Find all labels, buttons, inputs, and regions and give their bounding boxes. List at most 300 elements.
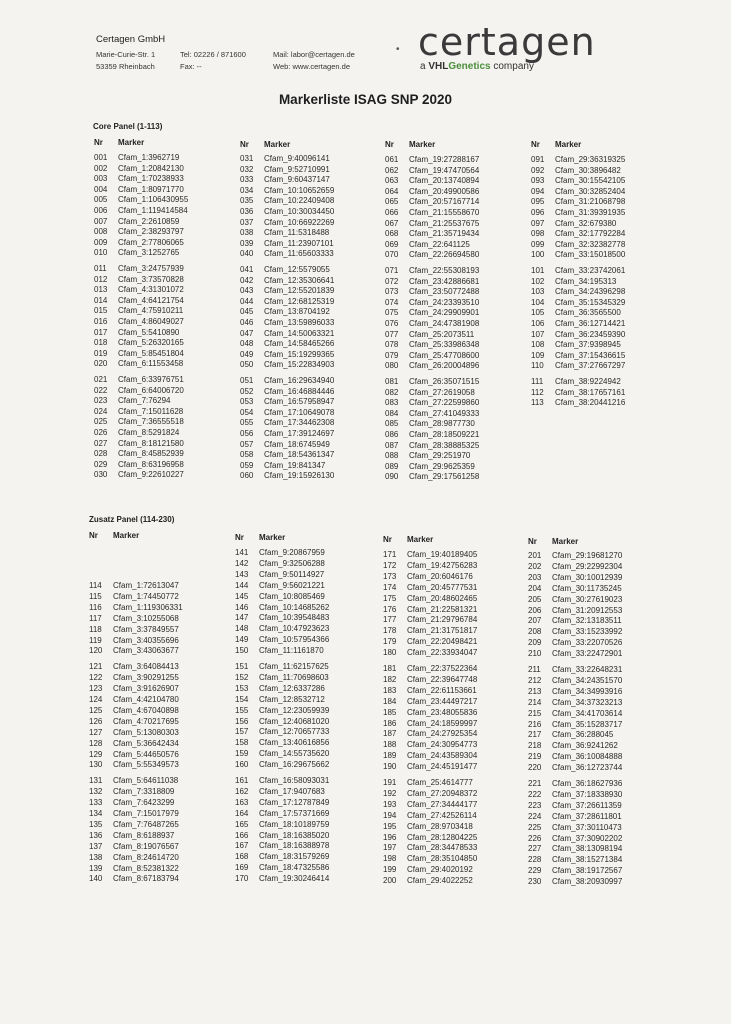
marker-nr: 066 [385,208,399,217]
marker-id: Cfam_17:57371669 [259,808,330,818]
marker-id: Cfam_22:26694580 [409,250,480,260]
marker-id: Cfam_27:41049333 [409,408,480,418]
marker-id: Cfam_28:9703418 [407,821,473,831]
marker-nr: 200 [383,876,397,886]
marker-nr: 109 [531,350,545,360]
marker-nr: 025 [94,417,108,427]
page-title: Markerliste ISAG SNP 2020 [278,92,453,107]
marker-id: Cfam_36:23459390 [555,329,626,339]
marker-nr: 105 [531,308,545,318]
marker-id: Cfam_37:15436615 [555,350,626,360]
marker-id: Cfam_31:20912553 [552,605,623,615]
marker-id: Cfam_1:74450772 [113,591,179,601]
marker-nr: 102 [531,276,545,286]
marker-id: Cfam_9:22610227 [118,470,184,480]
marker-id: Cfam_23:44497217 [407,696,478,706]
marker-id: Cfam_1:3962719 [118,153,180,162]
marker-id: Cfam_9:56021221 [259,580,325,590]
marker-nr: 115 [89,591,102,601]
marker-id: Cfam_34:24396298 [555,287,626,297]
marker-id: Cfam_8:67183794 [113,874,179,884]
marker-id: Cfam_21:31751817 [407,626,478,636]
marker-nr: 126 [89,716,103,726]
marker-id: Cfam_5:36642434 [113,738,179,748]
marker-nr: 008 [94,227,108,237]
marker-id: Cfam_36:3565500 [555,308,621,318]
marker-nr: 208 [528,627,542,637]
marker-id: Cfam_10:39548483 [259,613,330,623]
marker-id: Cfam_33:22472901 [552,649,623,659]
marker-id: Cfam_30:27619023 [552,594,623,604]
marker-nr: 013 [94,285,108,295]
marker-nr: 157 [235,727,249,737]
marker-nr: 172 [383,560,397,570]
marker-nr: 051 [240,376,254,385]
marker-nr: 121 [89,662,103,672]
marker-id: Cfam_15:19299365 [264,349,335,359]
marker-id: Cfam_33:22648231 [552,665,623,674]
column-header-nr: Nr [383,535,392,544]
marker-id: Cfam_12:35306641 [264,275,335,285]
marker-id: Cfam_12:8532712 [259,694,325,704]
marker-nr: 188 [383,740,397,750]
marker-id: Cfam_1:72613047 [113,581,179,590]
marker-nr: 001 [94,153,108,162]
marker-id: Cfam_5:5410890 [118,327,180,337]
column-header-marker: Marker [409,140,436,149]
column-header-marker: Marker [407,535,434,544]
marker-nr: 004 [94,184,108,194]
marker-nr: 076 [385,319,399,328]
marker-id: Cfam_28:38885325 [409,440,480,450]
marker-id: Cfam_17:39124697 [264,429,335,438]
marker-id: Cfam_20:49900586 [409,186,480,196]
marker-id: Cfam_7:15017979 [113,809,179,818]
marker-id: Cfam_12:68125319 [264,296,335,306]
marker-id: Cfam_19:30246414 [259,874,330,884]
marker-nr: 173 [383,571,397,581]
marker-nr: 018 [94,338,108,348]
marker-nr: 096 [531,208,545,217]
marker-nr: 003 [94,174,108,184]
marker-id: Cfam_22:33934047 [407,648,478,658]
marker-id: Cfam_17:12787849 [259,797,330,807]
marker-id: Cfam_18:16385020 [259,830,330,840]
marker-id: Cfam_23:42886681 [409,276,480,286]
company-web: Web: www.certagen.de [273,62,350,71]
marker-nr: 099 [531,239,545,249]
marker-nr: 020 [94,359,108,369]
marker-nr: 063 [385,176,399,186]
logo-dot-icon: • [396,44,400,55]
marker-id: Cfam_30:32852404 [555,186,626,196]
marker-nr: 067 [385,218,399,228]
marker-nr: 192 [383,788,397,798]
marker-id: Cfam_8:45852939 [118,449,184,459]
marker-nr: 094 [531,186,545,196]
marker-nr: 086 [385,430,399,439]
marker-id: Cfam_12:55201839 [264,286,335,296]
marker-id: Cfam_8:24614720 [113,852,179,862]
marker-nr: 093 [531,176,545,186]
marker-nr: 218 [528,741,542,751]
marker-nr: 042 [240,275,254,285]
marker-id: Cfam_22:39647748 [407,674,478,684]
marker-nr: 016 [94,317,108,326]
marker-id: Cfam_38:15271384 [552,855,623,865]
column-header-nr: Nr [94,138,103,147]
marker-nr: 195 [383,821,397,831]
marker-id: Cfam_23:48055836 [407,707,478,717]
marker-nr: 225 [528,822,542,832]
marker-id: Cfam_6:11553458 [118,359,184,369]
marker-nr: 142 [235,558,249,568]
marker-id: Cfam_8:52381322 [113,863,179,873]
marker-nr: 226 [528,833,542,843]
marker-nr: 204 [528,583,542,593]
marker-id: Cfam_11:23907101 [264,238,334,248]
marker-id: Cfam_3:90291255 [113,673,179,683]
marker-id: Cfam_9:20867959 [259,548,325,557]
marker-nr: 182 [383,674,397,684]
marker-nr: 036 [240,207,254,216]
marker-id: Cfam_16:29675662 [259,760,330,770]
marker-id: Cfam_5:64611038 [113,776,179,786]
marker-id: Cfam_9:52710991 [264,164,330,174]
marker-nr: 044 [240,296,254,306]
company-fax: Fax: -- [180,62,202,71]
marker-id: Cfam_38:17657161 [555,387,626,397]
marker-id: Cfam_29:36319325 [555,155,626,164]
marker-nr: 148 [235,624,249,634]
marker-id: Cfam_16:58093031 [259,776,330,785]
marker-nr: 230 [528,877,542,887]
marker-id: Cfam_25:33986348 [409,340,480,350]
marker-nr: 161 [235,776,249,785]
marker-id: Cfam_20:48602465 [407,593,478,603]
marker-nr: 030 [94,470,108,480]
marker-nr: 169 [235,863,249,873]
marker-id: Cfam_14:50063321 [264,328,335,338]
marker-id: Cfam_27:34444177 [407,799,478,809]
marker-nr: 077 [385,329,399,339]
marker-id: Cfam_21:25537675 [409,218,480,228]
marker-nr: 174 [383,582,397,592]
marker-id: Cfam_4:42104780 [113,695,179,704]
marker-id: Cfam_20:13740894 [409,176,480,186]
marker-nr: 120 [89,646,103,656]
marker-nr: 046 [240,318,254,327]
marker-nr: 032 [240,164,254,174]
marker-nr: 168 [235,852,249,862]
marker-id: Cfam_37:30110473 [552,822,622,832]
company-address-1: Marie-Curie-Str. 1 [96,50,156,59]
marker-id: Cfam_3:91626907 [113,684,179,694]
marker-nr: 209 [528,638,542,648]
marker-id: Cfam_14:55735620 [259,749,330,759]
marker-id: Cfam_38:20930997 [552,877,623,887]
marker-id: Cfam_10:22409408 [264,196,335,206]
marker-nr: 024 [94,406,108,416]
marker-id: Cfam_37:27667297 [555,361,626,371]
marker-nr: 191 [383,778,397,787]
marker-id: Cfam_32:32382778 [555,239,626,249]
marker-nr: 124 [89,695,103,704]
marker-nr: 140 [89,874,103,884]
marker-nr: 133 [89,798,103,808]
marker-nr: 061 [385,155,399,164]
marker-id: Cfam_24:47381908 [409,319,480,328]
marker-id: Cfam_17:34462308 [264,418,335,428]
marker-nr: 054 [240,407,254,417]
marker-nr: 108 [531,340,545,350]
marker-nr: 088 [385,451,399,461]
marker-nr: 185 [383,707,397,717]
marker-nr: 199 [383,865,397,875]
marker-id: Cfam_32:13183511 [552,616,622,626]
marker-id: Cfam_24:18599997 [407,718,478,728]
marker-nr: 198 [383,854,397,864]
marker-nr: 149 [235,635,249,645]
marker-nr: 170 [235,874,249,884]
marker-id: Cfam_29:4022252 [407,876,473,886]
marker-nr: 136 [89,830,103,840]
marker-nr: 065 [385,197,399,207]
marker-id: Cfam_4:64121754 [118,295,184,305]
marker-nr: 045 [240,307,254,317]
marker-id: Cfam_21:15558670 [409,208,480,217]
marker-nr: 038 [240,228,254,238]
marker-id: Cfam_5:85451804 [118,348,184,358]
marker-nr: 113 [531,398,544,408]
marker-id: Cfam_5:13080303 [113,727,179,737]
marker-nr: 064 [385,186,399,196]
marker-nr: 085 [385,419,399,429]
marker-nr: 130 [89,760,103,770]
marker-nr: 220 [528,763,542,773]
marker-nr: 031 [240,154,254,163]
marker-id: Cfam_5:26320165 [118,338,184,348]
marker-nr: 152 [235,672,249,682]
marker-id: Cfam_14:58465266 [264,339,335,349]
marker-nr: 210 [528,649,542,659]
marker-nr: 091 [531,155,545,164]
marker-id: Cfam_20:57167714 [409,197,480,207]
column-header-marker: Marker [555,140,582,149]
marker-id: Cfam_29:17561258 [409,472,480,482]
marker-nr: 090 [385,472,399,482]
marker-nr: 022 [94,385,108,395]
marker-id: Cfam_35:15283717 [552,719,623,729]
marker-id: Cfam_24:45191477 [407,762,478,772]
marker-nr: 068 [385,229,399,239]
marker-id: Cfam_22:20498421 [407,637,478,647]
marker-id: Cfam_9:60437147 [264,175,330,185]
marker-id: Cfam_11:62157625 [259,662,329,671]
marker-nr: 228 [528,855,542,865]
marker-nr: 146 [235,602,249,612]
marker-id: Cfam_10:47923623 [259,624,330,634]
marker-nr: 215 [528,708,542,718]
marker-id: Cfam_18:31579269 [259,852,330,862]
marker-id: Cfam_38:9224942 [555,377,621,386]
marker-id: Cfam_7:6423299 [113,798,175,808]
core-panel-title: Core Panel (1-113) [93,122,163,131]
marker-id: Cfam_27:2619058 [409,387,475,397]
marker-nr: 010 [94,248,108,258]
marker-id: Cfam_1:119306331 [113,602,183,612]
marker-nr: 128 [89,738,103,748]
marker-id: Cfam_28:34478533 [407,843,478,853]
marker-id: Cfam_3:73570828 [118,274,184,284]
marker-nr: 089 [385,461,399,471]
marker-id: Cfam_1:119414584 [118,206,188,215]
marker-id: Cfam_18:6745949 [264,439,330,449]
marker-id: Cfam_18:54361347 [264,450,335,460]
marker-nr: 181 [383,664,397,673]
marker-id: Cfam_10:30034450 [264,207,335,216]
tagline-a: a [420,61,429,72]
marker-nr: 026 [94,428,108,437]
marker-id: Cfam_3:43063677 [113,646,179,656]
marker-id: Cfam_28:9877730 [409,419,475,429]
marker-nr: 207 [528,616,542,626]
marker-id: Cfam_24:27925354 [407,729,478,739]
tagline-genetics: Genetics [448,61,491,72]
marker-nr: 211 [528,665,541,674]
marker-nr: 100 [531,250,545,260]
marker-id: Cfam_8:19076567 [113,841,179,851]
marker-nr: 083 [385,398,399,408]
marker-nr: 156 [235,716,249,726]
marker-id: Cfam_34:195313 [555,276,617,286]
marker-nr: 205 [528,594,542,604]
marker-id: Cfam_15:22834903 [264,360,335,370]
marker-nr: 104 [531,297,545,307]
marker-nr: 070 [385,250,399,260]
marker-nr: 015 [94,306,108,316]
marker-id: Cfam_24:30954773 [407,740,478,750]
marker-id: Cfam_1:106430955 [118,195,189,205]
marker-id: Cfam_33:15233992 [552,627,623,637]
marker-nr: 193 [383,799,397,809]
marker-id: Cfam_38:19172567 [552,866,623,876]
column-header-marker: Marker [259,533,286,542]
marker-nr: 078 [385,340,399,350]
marker-nr: 084 [385,408,399,418]
marker-nr: 028 [94,449,108,459]
marker-id: Cfam_11:1161870 [259,646,324,656]
marker-nr: 177 [383,615,397,625]
marker-id: Cfam_37:28611801 [552,811,622,821]
marker-nr: 103 [531,287,545,297]
marker-nr: 175 [383,593,397,603]
marker-nr: 041 [240,265,254,274]
marker-nr: 057 [240,439,254,449]
marker-nr: 092 [531,165,545,175]
marker-id: Cfam_29:4020192 [407,865,473,875]
marker-id: Cfam_37:9398945 [555,340,621,350]
marker-id: Cfam_18:47325586 [259,863,330,873]
marker-nr: 206 [528,605,542,615]
marker-nr: 079 [385,350,399,360]
marker-nr: 116 [89,602,102,612]
marker-nr: 202 [528,561,542,571]
marker-id: Cfam_21:29796784 [407,615,478,625]
marker-nr: 040 [240,249,254,259]
marker-id: Cfam_4:70217695 [113,716,179,726]
marker-id: Cfam_16:57958947 [264,397,335,407]
marker-id: Cfam_34:34993916 [552,686,623,696]
marker-nr: 111 [531,377,544,386]
marker-nr: 141 [235,548,249,557]
marker-nr: 201 [528,551,542,560]
logo-tagline [420,61,534,72]
marker-id: Cfam_37:18338930 [552,789,623,799]
marker-nr: 107 [531,329,545,339]
marker-id: Cfam_33:22070526 [552,638,623,648]
marker-id: Cfam_19:42756283 [407,560,478,570]
marker-id: Cfam_6:64006720 [118,385,184,395]
marker-id: Cfam_31:39391935 [555,208,626,217]
marker-nr: 055 [240,418,254,428]
marker-id: Cfam_3:10255068 [113,613,179,623]
marker-id: Cfam_17:9407683 [259,786,325,796]
certagen-logo: certagen [418,20,596,64]
marker-nr: 131 [89,776,103,786]
marker-id: Cfam_21:22581321 [407,604,478,614]
marker-nr: 122 [89,673,103,683]
marker-id: Cfam_32:679380 [555,218,617,228]
marker-nr: 150 [235,646,249,656]
marker-id: Cfam_26:20004896 [409,361,480,371]
column-header-nr: Nr [531,140,540,149]
marker-nr: 098 [531,229,545,239]
marker-nr: 197 [383,843,397,853]
marker-id: Cfam_32:17792284 [555,229,626,239]
marker-nr: 134 [89,809,103,818]
marker-nr: 075 [385,308,399,318]
marker-id: Cfam_29:19681270 [552,551,623,560]
marker-id: Cfam_38:20441216 [555,398,626,408]
marker-id: Cfam_6:33976751 [118,375,184,384]
marker-nr: 106 [531,319,545,328]
marker-id: Cfam_22:61153661 [407,685,477,695]
marker-id: Cfam_13:8704192 [264,307,330,317]
marker-id: Cfam_24:29909901 [409,308,480,318]
company-mail: Mail: labor@certagen.de [273,50,355,59]
marker-id: Cfam_36:9241262 [552,741,618,751]
marker-id: Cfam_34:37323213 [552,697,623,707]
marker-nr: 072 [385,276,399,286]
marker-id: Cfam_4:75910211 [118,306,184,316]
marker-nr: 213 [528,686,542,696]
marker-id: Cfam_36:18627936 [552,779,623,788]
marker-id: Cfam_10:14685262 [259,602,330,612]
marker-id: Cfam_24:43589304 [407,751,478,761]
marker-nr: 114 [89,581,102,590]
marker-id: Cfam_28:18509221 [409,430,480,439]
marker-nr: 127 [89,727,103,737]
marker-id: Cfam_7:3318809 [113,787,175,797]
marker-id: Cfam_4:67040898 [113,705,179,715]
marker-nr: 118 [89,624,102,634]
marker-nr: 147 [235,613,249,623]
marker-nr: 224 [528,811,542,821]
marker-id: Cfam_3:40355696 [113,635,179,645]
marker-nr: 153 [235,683,249,693]
marker-id: Cfam_30:10012939 [552,572,623,582]
